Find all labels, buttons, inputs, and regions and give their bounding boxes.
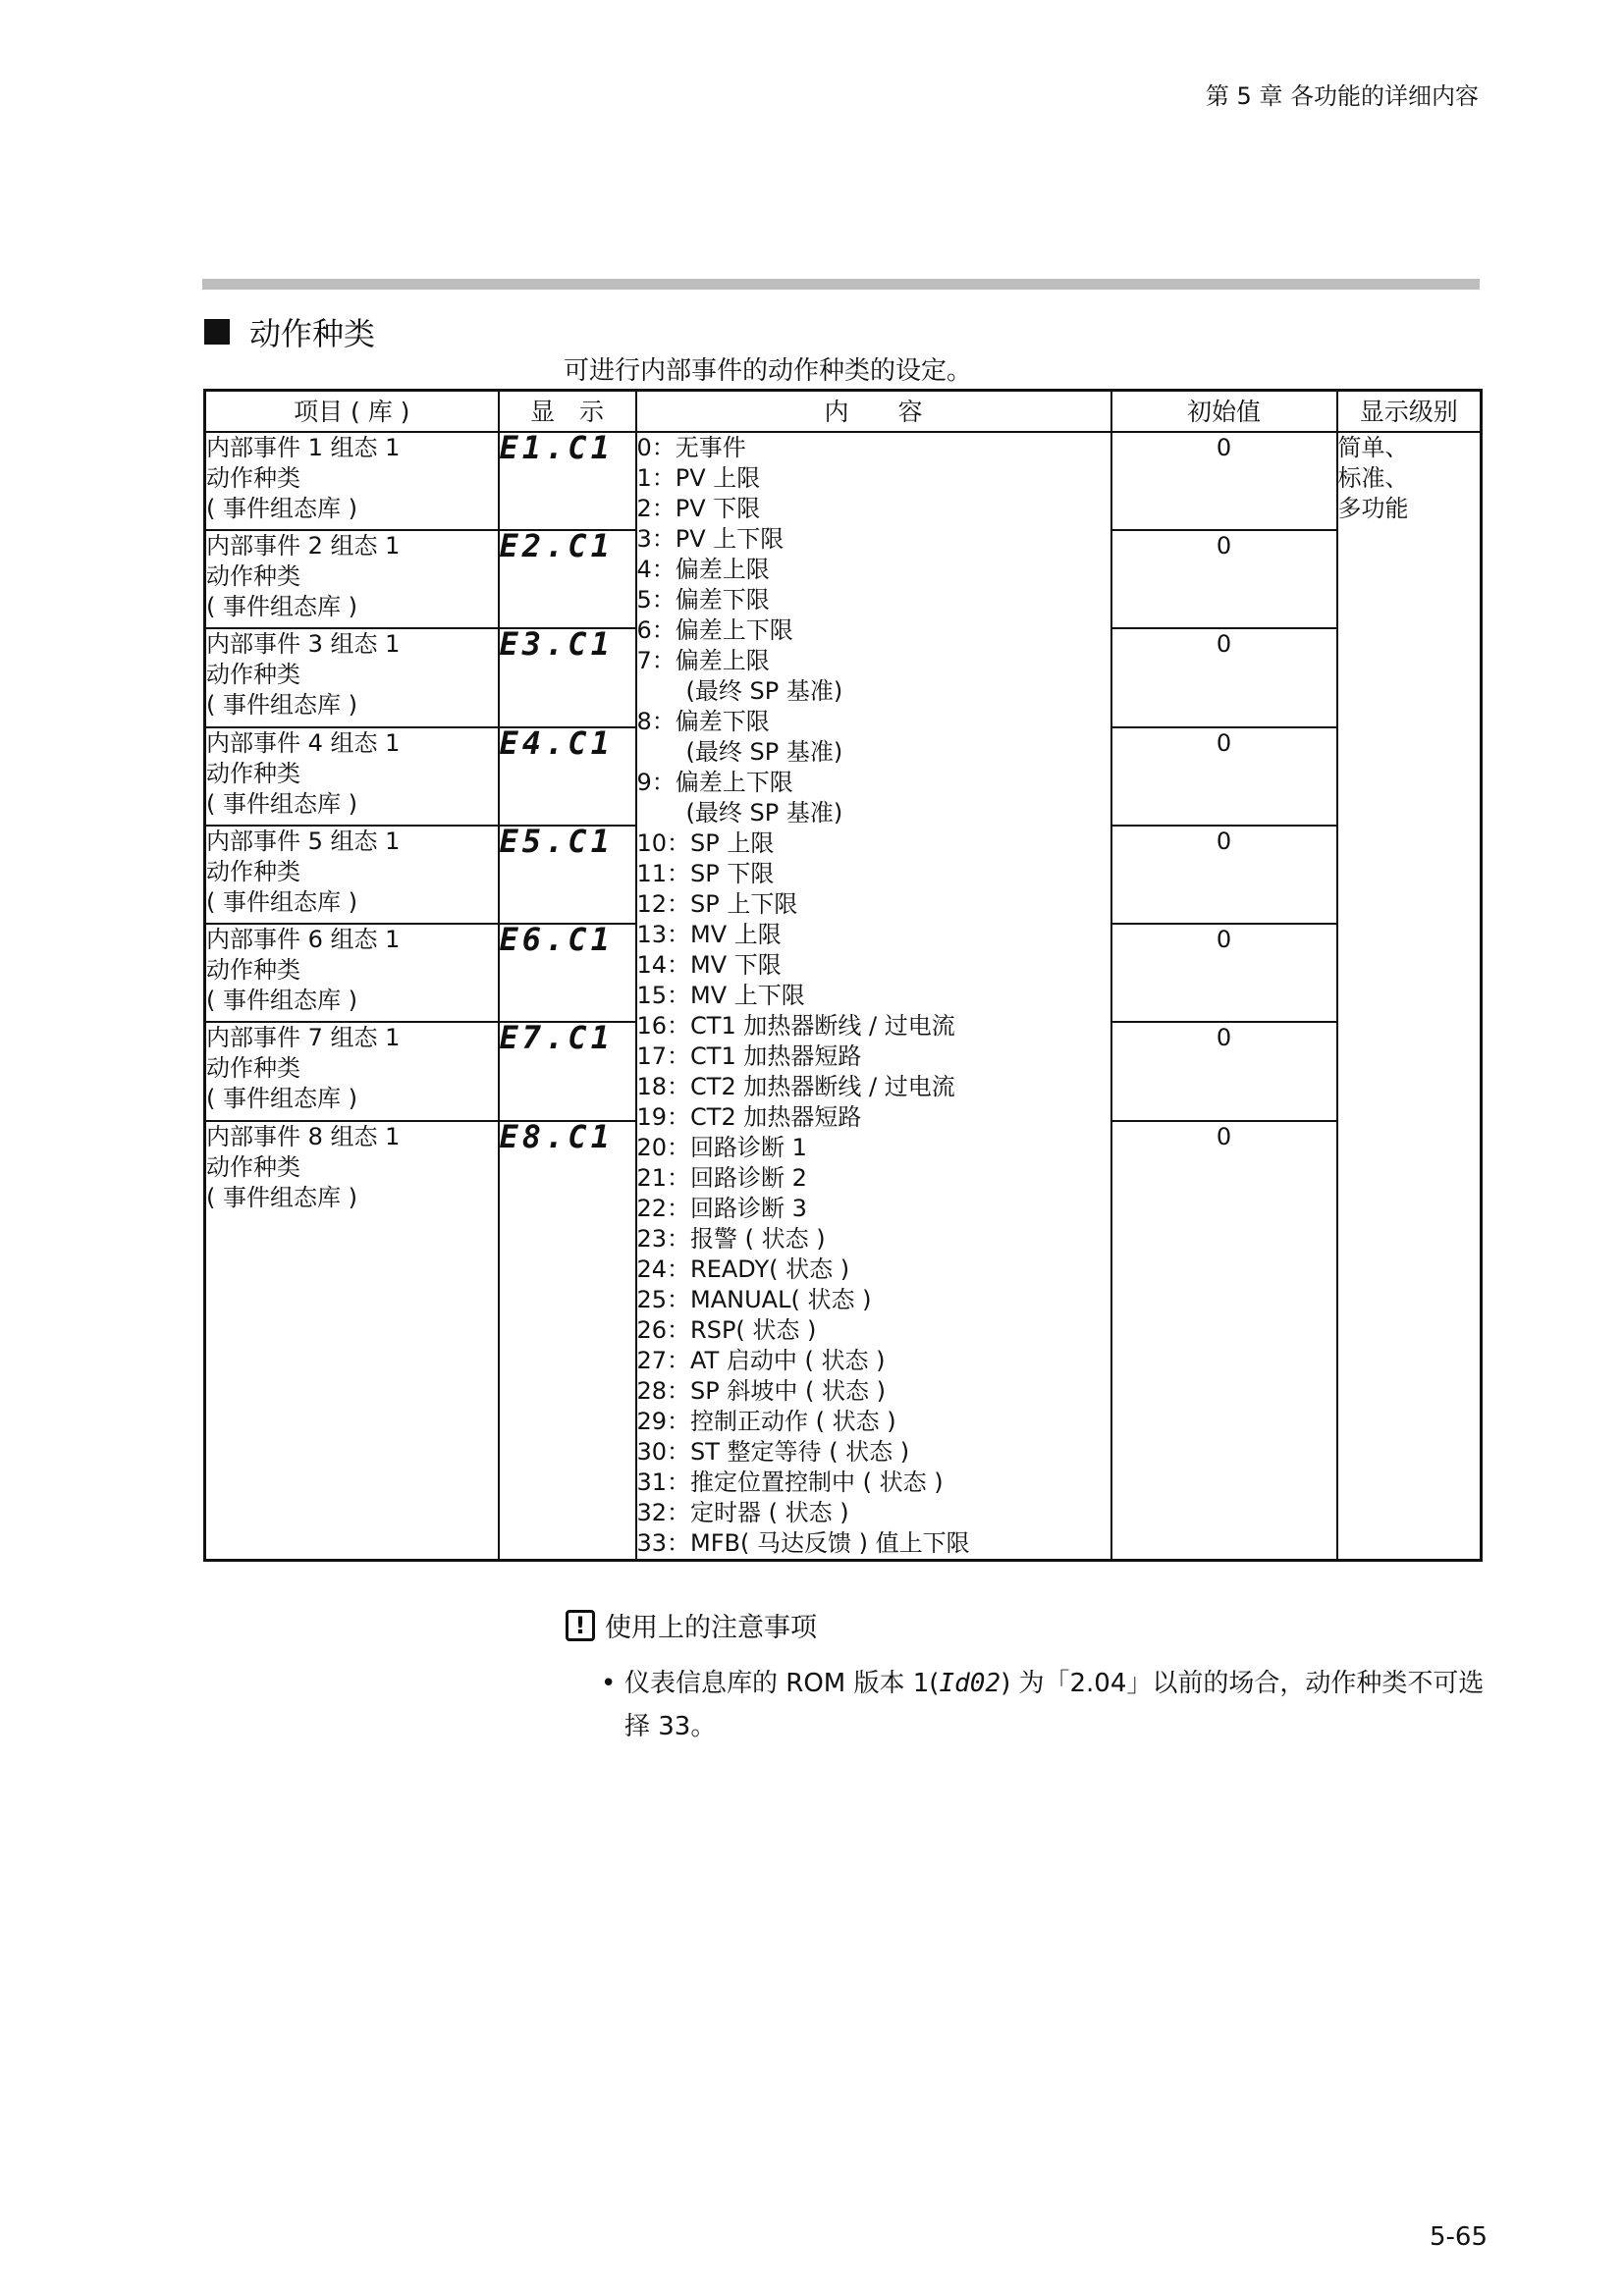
content-cell xyxy=(636,432,1111,1561)
item-cell xyxy=(205,924,499,1022)
item-cell xyxy=(205,432,499,530)
usage-notes-title xyxy=(566,1606,817,1644)
item-line: ( 事件组态库 ) xyxy=(206,887,357,916)
segment-display-code: E3.C1 xyxy=(499,625,614,664)
item-line: 内部事件 7 组态 1 xyxy=(206,1024,401,1052)
item-line: 动作种类 xyxy=(206,661,300,689)
list-item: 18：CT2 加热器断线 / 过电流 xyxy=(636,1073,955,1100)
item-line: ( 事件组态库 ) xyxy=(206,495,357,522)
list-item: 26：RSP( 状态 ) xyxy=(636,1316,817,1344)
list-item: 12：SP 上下限 xyxy=(636,890,798,918)
item-line: 内部事件 6 组态 1 xyxy=(206,926,401,954)
bullet: • xyxy=(601,1669,617,1698)
list-item: 17：CT1 加热器短路 xyxy=(636,1042,862,1070)
item-line: ( 事件组态库 ) xyxy=(206,987,357,1015)
list-item: 6：偏差上下限 xyxy=(636,616,793,644)
initial-value-cell: 0 xyxy=(1111,432,1337,530)
header-content: 内 容 xyxy=(636,391,1111,433)
list-item: (最终 SP 基准) xyxy=(685,799,843,827)
display-cell xyxy=(499,921,636,1022)
display-cell xyxy=(499,1019,636,1120)
item-line: 内部事件 5 组态 1 xyxy=(206,827,401,855)
segment-display-code: E7.C1 xyxy=(499,1019,614,1057)
table-header-row xyxy=(205,391,1482,433)
initial-value-cell: 0 xyxy=(1111,727,1337,826)
list-item: 19：CT2 加热器短路 xyxy=(636,1103,862,1131)
item-line: 动作种类 xyxy=(206,1152,300,1181)
level-line: 多功能 xyxy=(1337,495,1409,522)
chapter-header: 第 5 章 各功能的详细内容 xyxy=(1205,82,1479,110)
note-code: Id02 xyxy=(939,1669,1001,1698)
item-line: 内部事件 8 组态 1 xyxy=(206,1122,401,1150)
list-item: 4：偏差上限 xyxy=(636,556,770,583)
list-item: 24：READY( 状态 ) xyxy=(636,1255,850,1283)
list-item: 31：推定位置控制中 ( 状态 ) xyxy=(636,1468,944,1496)
item-line: ( 事件组态库 ) xyxy=(206,593,357,621)
display-cell xyxy=(499,1117,636,1561)
list-item: 9：偏差上下限 xyxy=(636,769,793,796)
list-item: (最终 SP 基准) xyxy=(685,677,843,705)
list-item: 22：回路诊断 3 xyxy=(636,1195,807,1222)
level-line: 简单、 xyxy=(1337,434,1409,461)
item-line: 内部事件 4 组态 1 xyxy=(206,728,401,757)
item-line: ( 事件组态库 ) xyxy=(206,1085,357,1113)
item-line: 动作种类 xyxy=(206,956,300,985)
list-item: 21：回路诊断 2 xyxy=(636,1164,807,1192)
item-cell xyxy=(205,530,499,628)
header-initial-value: 初始值 xyxy=(1111,391,1337,433)
square-bullet-icon xyxy=(204,319,230,345)
display-level-cell xyxy=(1337,432,1482,1561)
list-item: 8：偏差下限 xyxy=(636,708,770,735)
item-line: 动作种类 xyxy=(206,464,300,492)
section-title-text: 动作种类 xyxy=(249,315,376,352)
note-text-before: 仪表信息库的 ROM 版本 1( xyxy=(624,1669,940,1698)
list-item: 5：偏差下限 xyxy=(636,586,770,614)
item-line: 内部事件 3 组态 1 xyxy=(206,630,401,659)
display-cell xyxy=(499,822,636,924)
item-line: 动作种类 xyxy=(206,1054,300,1083)
list-item: 14：MV 下限 xyxy=(636,951,782,979)
initial-value-cell: 0 xyxy=(1111,628,1337,726)
list-item: 30：ST 整定等待 ( 状态 ) xyxy=(636,1438,910,1466)
section-intro: 可进行内部事件的动作种类的设定。 xyxy=(564,356,973,386)
list-item: (最终 SP 基准) xyxy=(685,738,843,766)
display-cell xyxy=(499,625,636,726)
initial-value-cell: 0 xyxy=(1111,1121,1337,1561)
section-title xyxy=(204,309,375,354)
list-item: 10：SP 上限 xyxy=(636,829,775,857)
list-item: 15：MV 上下限 xyxy=(636,982,805,1009)
list-item: 16：CT1 加热器断线 / 过电流 xyxy=(636,1012,955,1040)
item-cell xyxy=(205,628,499,726)
item-line: 内部事件 2 组态 1 xyxy=(206,532,401,561)
initial-value-cell: 0 xyxy=(1111,924,1337,1022)
item-line: 动作种类 xyxy=(206,759,300,787)
item-line: 动作种类 xyxy=(206,562,300,591)
item-line: 内部事件 1 组态 1 xyxy=(206,434,401,461)
item-cell xyxy=(205,727,499,826)
item-cell xyxy=(205,1022,499,1120)
item-cell xyxy=(205,826,499,924)
table-row xyxy=(205,432,1482,530)
usage-note-item xyxy=(601,1662,1489,1748)
list-item: 0：无事件 xyxy=(636,434,746,461)
settings-table xyxy=(203,389,1483,1562)
usage-notes-title-text: 使用上的注意事项 xyxy=(605,1613,817,1643)
list-item: 25：MANUAL( 状态 ) xyxy=(636,1286,872,1313)
list-item: 7：偏差上限 xyxy=(636,647,770,674)
level-line: 标准、 xyxy=(1337,464,1409,492)
list-item: 23：报警 ( 状态 ) xyxy=(636,1225,826,1253)
segment-display-code: E6.C1 xyxy=(499,921,614,959)
header-display-level: 显示级别 xyxy=(1337,391,1482,433)
segment-display-code: E5.C1 xyxy=(499,822,614,860)
page-number: 5-65 xyxy=(1430,2222,1489,2252)
initial-value-cell: 0 xyxy=(1111,1022,1337,1120)
segment-display-code: E4.C1 xyxy=(499,723,614,762)
list-item: 2：PV 下限 xyxy=(636,495,761,522)
item-line: ( 事件组态库 ) xyxy=(206,789,357,818)
list-item: 3：PV 上下限 xyxy=(636,525,785,553)
list-item: 11：SP 下限 xyxy=(636,860,775,887)
warning-icon: ! xyxy=(566,1610,595,1641)
list-item: 29：控制正动作 ( 状态 ) xyxy=(636,1408,896,1435)
note-text-after: ) 为「2.04」以前的场合，动作种类不可选择 33。 xyxy=(624,1669,1485,1741)
initial-value-cell: 0 xyxy=(1111,826,1337,924)
item-line: ( 事件组态库 ) xyxy=(206,1183,357,1211)
list-item: 32：定时器 ( 状态 ) xyxy=(636,1499,849,1526)
display-cell xyxy=(499,429,636,530)
segment-display-code: E8.C1 xyxy=(499,1117,614,1155)
list-item: 1：PV 上限 xyxy=(636,464,761,492)
list-item: 33：MFB( 马达反馈 ) 值上下限 xyxy=(636,1529,970,1557)
list-item: 27：AT 启动中 ( 状态 ) xyxy=(636,1347,886,1374)
display-cell xyxy=(499,723,636,826)
segment-display-code: E2.C1 xyxy=(499,527,614,565)
list-item: 28：SP 斜坡中 ( 状态 ) xyxy=(636,1377,886,1405)
header-item: 项目 ( 库 ) xyxy=(205,391,499,433)
item-cell xyxy=(205,1121,499,1561)
item-line: 动作种类 xyxy=(206,857,300,885)
item-line: ( 事件组态库 ) xyxy=(206,691,357,720)
list-item: 13：MV 上限 xyxy=(636,921,782,948)
header-display: 显 示 xyxy=(499,391,636,433)
segment-display-code: E1.C1 xyxy=(499,429,614,466)
initial-value-cell: 0 xyxy=(1111,530,1337,628)
list-item: 20：回路诊断 1 xyxy=(636,1134,807,1161)
display-cell xyxy=(499,527,636,628)
section-divider xyxy=(202,279,1480,290)
